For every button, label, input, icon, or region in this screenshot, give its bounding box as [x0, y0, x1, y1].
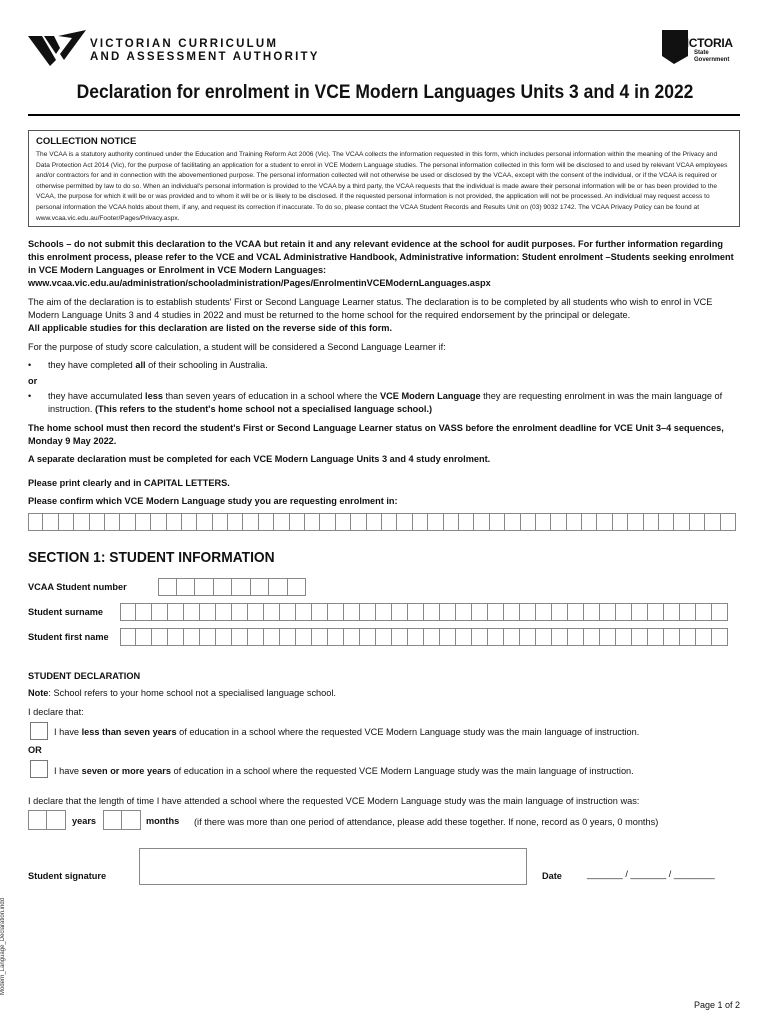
years-note: (if there was more than one period of attendance, please add these together. If none, record as 0 years, 0 months)	[194, 817, 659, 827]
signature-label: Student signature	[28, 871, 107, 881]
character-cell[interactable]	[472, 603, 488, 621]
character-cell[interactable]	[264, 628, 280, 646]
character-cell[interactable]	[536, 603, 552, 621]
character-cell[interactable]	[504, 628, 520, 646]
date-label: Date	[542, 871, 562, 881]
character-cell[interactable]	[200, 628, 216, 646]
less-than-seven-checkbox[interactable]	[30, 722, 48, 740]
months-digit[interactable]	[122, 810, 141, 830]
firstname-input[interactable]	[120, 628, 728, 646]
character-cell[interactable]	[552, 628, 568, 646]
months-label: months	[146, 816, 180, 826]
state-government-text: State Government	[694, 50, 730, 63]
character-cell[interactable]	[120, 628, 136, 646]
character-cell[interactable]	[288, 578, 307, 596]
character-cell[interactable]	[504, 603, 520, 621]
character-cell[interactable]	[151, 513, 166, 531]
file-name-label: Modern_Language_Declaration.indd	[0, 897, 6, 995]
character-cell[interactable]	[632, 603, 648, 621]
years-input[interactable]	[28, 810, 66, 830]
study-name-input[interactable]	[28, 513, 736, 531]
character-cell[interactable]	[613, 513, 628, 531]
character-cell[interactable]	[168, 628, 184, 646]
separate-declaration-text: A separate declaration must be completed for each VCE Modern Language Units 3 and 4 study enrolment.	[28, 454, 491, 464]
character-cell[interactable]	[628, 513, 643, 531]
length-text: I declare that the length of time I have attended a school where the requested VCE Modern Language study was the main language of instruction was:	[28, 796, 640, 806]
character-cell[interactable]	[360, 603, 376, 621]
character-cell[interactable]	[582, 513, 597, 531]
character-cell[interactable]	[197, 513, 212, 531]
firstname-label: Student first name	[28, 632, 109, 642]
character-cell[interactable]	[664, 603, 680, 621]
character-cell[interactable]	[216, 628, 232, 646]
character-cell[interactable]	[600, 603, 616, 621]
character-cell[interactable]	[360, 628, 376, 646]
character-cell[interactable]	[264, 603, 280, 621]
character-cell[interactable]	[408, 628, 424, 646]
title-rule	[28, 114, 740, 116]
character-cell[interactable]	[312, 628, 328, 646]
character-cell[interactable]	[290, 513, 305, 531]
character-cell[interactable]	[232, 628, 248, 646]
character-cell[interactable]	[195, 578, 214, 596]
character-cell[interactable]	[320, 513, 335, 531]
character-cell[interactable]	[440, 628, 456, 646]
character-cell[interactable]	[214, 578, 233, 596]
character-cell[interactable]	[105, 513, 120, 531]
years-digit[interactable]	[47, 810, 66, 830]
schools-notice: Schools – do not submit this declaration to the VCAA but retain it and any relevant evidence at the school for audit purposes. For further information regarding this enrolment process, please refer to the VCE and VCAL Administrative Handbook, Administrative information: Student enrolment –Students seeking enrolment in VCE Modern Languages or Enrolment in VCE Modern Languages: www.vcaa.vic.edu.au/administration/schooladministration/Pages/EnrolmentinVCEModernLanguages.aspx	[28, 239, 734, 288]
character-cell[interactable]	[648, 628, 664, 646]
character-cell[interactable]	[567, 513, 582, 531]
character-cell[interactable]	[328, 603, 344, 621]
character-cell[interactable]	[136, 513, 151, 531]
character-cell[interactable]	[616, 628, 632, 646]
character-cell[interactable]	[344, 603, 360, 621]
character-cell[interactable]	[584, 603, 600, 621]
character-cell[interactable]	[680, 603, 696, 621]
character-cell[interactable]	[376, 603, 392, 621]
years-label: years	[72, 816, 97, 826]
character-cell[interactable]	[336, 513, 351, 531]
character-cell[interactable]	[28, 513, 43, 531]
victoria-logo-text: VICTORIA	[678, 36, 733, 50]
character-cell[interactable]	[664, 628, 680, 646]
page-number: Page 1 of 2	[693, 1000, 740, 1010]
character-cell[interactable]	[488, 628, 504, 646]
character-cell[interactable]	[674, 513, 689, 531]
character-cell[interactable]	[712, 628, 728, 646]
confirm-study-text: Please confirm which VCE Modern Language study you are requesting enrolment in:	[28, 496, 398, 506]
character-cell[interactable]	[158, 578, 177, 596]
character-cell[interactable]	[659, 513, 674, 531]
character-cell[interactable]	[328, 628, 344, 646]
character-cell[interactable]	[152, 628, 168, 646]
declare-that-text: I declare that:	[28, 707, 84, 717]
character-cell[interactable]	[213, 513, 228, 531]
character-cell[interactable]	[696, 603, 712, 621]
character-cell[interactable]	[167, 513, 182, 531]
character-cell[interactable]	[184, 628, 200, 646]
character-cell[interactable]	[392, 628, 408, 646]
character-cell[interactable]	[520, 628, 536, 646]
character-cell[interactable]	[312, 603, 328, 621]
surname-input[interactable]	[120, 603, 728, 621]
character-cell[interactable]	[488, 603, 504, 621]
character-cell[interactable]	[232, 603, 248, 621]
character-cell[interactable]	[408, 603, 424, 621]
option1-text: I have less than seven years of education in a school where the requested VCE Modern Language study was the main language of instruction.	[54, 727, 640, 737]
character-cell[interactable]	[305, 513, 320, 531]
character-cell[interactable]	[459, 513, 474, 531]
character-cell[interactable]	[120, 603, 136, 621]
character-cell[interactable]	[568, 603, 584, 621]
character-cell[interactable]	[705, 513, 720, 531]
character-cell[interactable]	[216, 603, 232, 621]
character-cell[interactable]	[444, 513, 459, 531]
or-label: or	[28, 376, 38, 386]
character-cell[interactable]	[232, 578, 251, 596]
signature-field[interactable]	[139, 848, 527, 885]
purpose-text: For the purpose of study score calculation, a student will be considered a Second Language Learner if:	[28, 342, 446, 352]
character-cell[interactable]	[351, 513, 366, 531]
note-text: Note: School refers to your home school not a specialised language school.	[28, 688, 336, 698]
character-cell[interactable]	[536, 628, 552, 646]
character-cell[interactable]	[269, 578, 288, 596]
character-cell[interactable]	[168, 603, 184, 621]
character-cell[interactable]	[712, 603, 728, 621]
character-cell[interactable]	[520, 603, 536, 621]
character-cell[interactable]	[616, 603, 632, 621]
student-number-label: VCAA Student number	[28, 582, 127, 592]
collection-notice-heading: COLLECTION NOTICE	[36, 136, 137, 147]
character-cell[interactable]	[600, 628, 616, 646]
collection-notice-box	[28, 130, 740, 227]
character-cell[interactable]	[568, 628, 584, 646]
character-cell[interactable]	[690, 513, 705, 531]
character-cell[interactable]	[597, 513, 612, 531]
character-cell[interactable]	[680, 628, 696, 646]
option2-text: I have seven or more years of education in a school where the requested VCE Modern Language study was the main language of instruction.	[54, 766, 634, 776]
character-cell[interactable]	[259, 513, 274, 531]
character-cell[interactable]	[397, 513, 412, 531]
date-field[interactable]: _______ / _______ / ________	[587, 869, 715, 879]
character-cell[interactable]	[344, 628, 360, 646]
section1-title: SECTION 1: STUDENT INFORMATION	[28, 549, 275, 566]
character-cell[interactable]	[90, 513, 105, 531]
character-cell[interactable]	[43, 513, 58, 531]
character-cell[interactable]	[584, 628, 600, 646]
or-upper-label: OR	[28, 745, 42, 755]
character-cell[interactable]	[177, 578, 196, 596]
character-cell[interactable]	[721, 513, 736, 531]
character-cell[interactable]	[280, 603, 296, 621]
surname-label: Student surname	[28, 607, 104, 617]
character-cell[interactable]	[474, 513, 489, 531]
vcaa-name: VICTORIAN CURRICULUM AND ASSESSMENT AUTHORITY	[90, 38, 320, 63]
character-cell[interactable]	[184, 603, 200, 621]
character-cell[interactable]	[59, 513, 74, 531]
page-title: Declaration for enrolment in VCE Modern Languages Units 3 and 4 in 2022	[76, 82, 694, 103]
years-digit[interactable]	[28, 810, 47, 830]
character-cell[interactable]	[251, 578, 270, 596]
character-cell[interactable]	[424, 603, 440, 621]
character-cell[interactable]	[200, 603, 216, 621]
bullet-less-than-seven: • they have accumulated less than seven years of education in a school where the VCE Modern Language they are requesting enrolment in was the main language of instruction. (This refers to the student's home school not a specialised language school.)	[28, 391, 723, 414]
character-cell[interactable]	[382, 513, 397, 531]
character-cell[interactable]	[551, 513, 566, 531]
character-cell[interactable]	[182, 513, 197, 531]
character-cell[interactable]	[521, 513, 536, 531]
character-cell[interactable]	[274, 513, 289, 531]
character-cell[interactable]	[296, 603, 312, 621]
character-cell[interactable]	[136, 628, 152, 646]
declaration-heading: STUDENT DECLARATION	[28, 671, 141, 681]
character-cell[interactable]	[644, 513, 659, 531]
character-cell[interactable]	[248, 628, 264, 646]
vcaa-logo-icon	[28, 30, 86, 66]
character-cell[interactable]	[243, 513, 258, 531]
aim-paragraph: The aim of the declaration is to establish students' First or Second Language Learner status. The declaration is to be completed by all students who wish to enrol in VCE Modern Language Units 3 and 4 studies in 2022 and must be returned to the home school for the required endorsement by the principal or delegate. All applicable studies for this declaration are listed on the reverse side of this form.	[28, 297, 713, 333]
home-school-text: The home school must then record the student's First or Second Language Learner status on VASS before the enrolment deadline for VCE Unit 3–4 sequences, Monday 9 May 2022.	[28, 423, 724, 446]
student-number-input[interactable]	[158, 578, 306, 596]
months-input[interactable]	[103, 810, 141, 830]
character-cell[interactable]	[248, 603, 264, 621]
months-digit[interactable]	[103, 810, 122, 830]
character-cell[interactable]	[428, 513, 443, 531]
character-cell[interactable]	[696, 628, 712, 646]
print-capitals-text: Please print clearly and in CAPITAL LETTERS.	[28, 478, 230, 488]
character-cell[interactable]	[552, 603, 568, 621]
character-cell[interactable]	[228, 513, 243, 531]
victoria-government-logo	[660, 26, 744, 68]
character-cell[interactable]	[505, 513, 520, 531]
character-cell[interactable]	[536, 513, 551, 531]
seven-or-more-checkbox[interactable]	[30, 760, 48, 778]
character-cell[interactable]	[440, 603, 456, 621]
character-cell[interactable]	[456, 603, 472, 621]
character-cell[interactable]	[280, 628, 296, 646]
character-cell[interactable]	[152, 603, 168, 621]
character-cell[interactable]	[74, 513, 89, 531]
character-cell[interactable]	[296, 628, 312, 646]
bullet-all-schooling: • they have completed all of their schooling in Australia.	[28, 360, 268, 370]
character-cell[interactable]	[120, 513, 135, 531]
character-cell[interactable]	[413, 513, 428, 531]
character-cell[interactable]	[136, 603, 152, 621]
character-cell[interactable]	[367, 513, 382, 531]
character-cell[interactable]	[424, 628, 440, 646]
collection-notice-body: The VCAA is a statutory authority continued under the Education and Training Reform Act 2006 (Vic). The VCAA collects the information requested in this form, which includes personal information within the meaning of the Privacy and Data Protection Act 2014 (Vic), for the purpose of facilitating an application for a student to enrol in VCE Modern Language studies. The personal information collected in this form will be disclosed to and used by relevant VCAA employees and/or contractors for and in connection with the abovementioned purpose. The personal information collected will not otherwise be used or disclosed by the VCAA, except with the consent of the individual, or if the VCAA is required or otherwise permitted by law to do so. When an individual's personal information is provided to the VCAA by a third party, the VCAA requests that the individual is made aware their personal information will be or has been provided to the VCAA, the purpose for which it will be or was provided and to whom it will be or is likely to be disclosed. If the requested personal information is not provided, the application will not be processed. An individual may request access to personal information the VCAA holds about them, if any, and request its correction if inaccurate. To do so, please contact the VCAA Student Records and Results Unit on (03) 9032 1742. The VCAA Privacy Policy can be found at www.vcaa.vic.edu.au/Footer/Pages/Privacy.aspx.	[36, 151, 728, 222]
character-cell[interactable]	[392, 603, 408, 621]
character-cell[interactable]	[456, 628, 472, 646]
character-cell[interactable]	[632, 628, 648, 646]
character-cell[interactable]	[472, 628, 488, 646]
character-cell[interactable]	[490, 513, 505, 531]
character-cell[interactable]	[648, 603, 664, 621]
character-cell[interactable]	[376, 628, 392, 646]
